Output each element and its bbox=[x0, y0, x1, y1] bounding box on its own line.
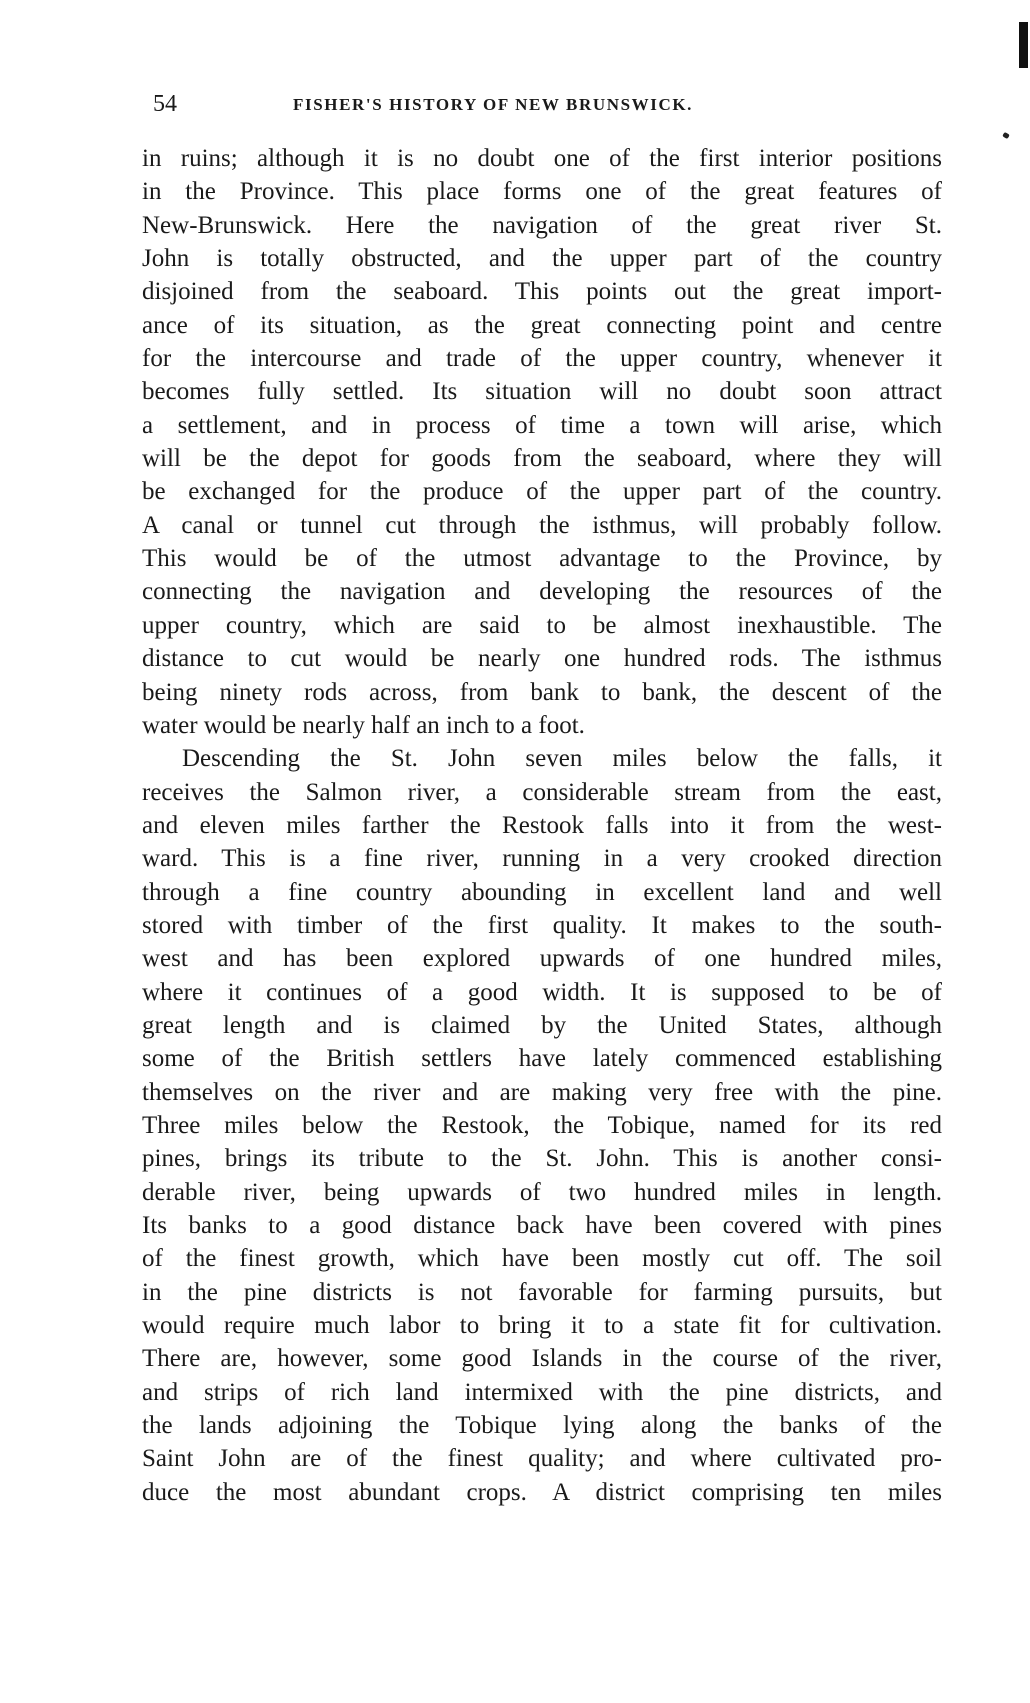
text-line: duce the most abundant crops. A district comprising ten miles bbox=[142, 1478, 942, 1506]
page-header bbox=[153, 89, 943, 119]
paragraph-1 bbox=[142, 142, 942, 742]
body-text bbox=[142, 142, 942, 1509]
text-line: becomes fully settled. Its situation will no doubt soon attract bbox=[142, 378, 942, 406]
text-line: would require much labor to bring it to a state fit for cultivation. bbox=[142, 1312, 942, 1340]
text-line: New-Brunswick. Here the navigation of the great river St. bbox=[142, 211, 942, 239]
text-line: themselves on the river and are making very free with the pine. bbox=[142, 1078, 942, 1106]
text-line: great length and is claimed by the United States, although bbox=[142, 1011, 942, 1039]
text-line: connecting the navigation and developing the resources of the bbox=[142, 578, 942, 606]
text-line: pines, brings its tribute to the St. John. This is another consi- bbox=[142, 1145, 942, 1173]
text-line: of the finest growth, which have been mostly cut off. The soil bbox=[142, 1245, 942, 1273]
text-line: Three miles below the Restook, the Tobique, named for its red bbox=[142, 1111, 942, 1139]
text-line: distance to cut would be nearly one hundred rods. The isthmus bbox=[142, 645, 942, 673]
text-line: derable river, being upwards of two hundred miles in length. bbox=[142, 1178, 942, 1206]
text-line: upper country, which are said to be almost inexhaustible. The bbox=[142, 611, 942, 639]
scan-speck bbox=[1002, 132, 1010, 139]
text-line: be exchanged for the produce of the upper part of the country. bbox=[142, 478, 942, 506]
text-line: for the intercourse and trade of the upper country, whenever it bbox=[142, 345, 942, 373]
text-line: receives the Salmon river, a considerable stream from the east, bbox=[142, 778, 942, 806]
text-line: ance of its situation, as the great connecting point and centre bbox=[142, 311, 942, 339]
text-line: where it continues of a good width. It is supposed to be of bbox=[142, 978, 942, 1006]
text-line: through a fine country abounding in excellent land and well bbox=[142, 878, 942, 906]
text-line: in the Province. This place forms one of the great features of bbox=[142, 178, 942, 206]
text-line: and strips of rich land intermixed with the pine districts, and bbox=[142, 1378, 942, 1406]
text-line: the lands adjoining the Tobique lying along the banks of the bbox=[142, 1412, 942, 1440]
text-line: This would be of the utmost advantage to the Province, by bbox=[142, 545, 942, 573]
page-number: 54 bbox=[153, 91, 177, 117]
text-line: John is totally obstructed, and the upper part of the country bbox=[142, 245, 942, 273]
text-line: west and has been explored upwards of one hundred miles, bbox=[142, 945, 942, 973]
scan-edge-mark bbox=[1019, 22, 1028, 68]
text-line: some of the British settlers have lately commenced establishing bbox=[142, 1045, 942, 1073]
text-line: ward. This is a fine river, running in a very crooked direction bbox=[142, 845, 942, 873]
running-head: FISHER'S HISTORY OF NEW BRUNSWICK. bbox=[293, 95, 694, 114]
text-line: in ruins; although it is no doubt one of the first interior positions bbox=[142, 145, 942, 172]
text-line: Descending the St. John seven miles below the falls, it bbox=[182, 745, 942, 773]
text-line: a settlement, and in process of time a town will arise, which bbox=[142, 411, 942, 439]
paragraph-2 bbox=[142, 742, 942, 1509]
text-line: Saint John are of the finest quality; and where cultivated pro- bbox=[142, 1445, 942, 1473]
text-line: in the pine districts is not favorable for farming pursuits, but bbox=[142, 1278, 942, 1306]
text-line: will be the depot for goods from the seaboard, where they will bbox=[142, 445, 942, 473]
text-line: A canal or tunnel cut through the isthmus, will probably follow. bbox=[142, 511, 942, 539]
text-line: water would be nearly half an inch to a foot. bbox=[142, 711, 585, 739]
text-line: and eleven miles farther the Restook falls into it from the west- bbox=[142, 811, 942, 839]
text-line: There are, however, some good Islands in the course of the river, bbox=[142, 1345, 942, 1373]
text-line: disjoined from the seaboard. This points out the great import- bbox=[142, 278, 942, 306]
text-line: Its banks to a good distance back have been covered with pines bbox=[142, 1212, 942, 1239]
text-line: stored with timber of the first quality. It makes to the south- bbox=[142, 911, 942, 939]
text-line: being ninety rods across, from bank to bank, the descent of the bbox=[142, 678, 942, 706]
